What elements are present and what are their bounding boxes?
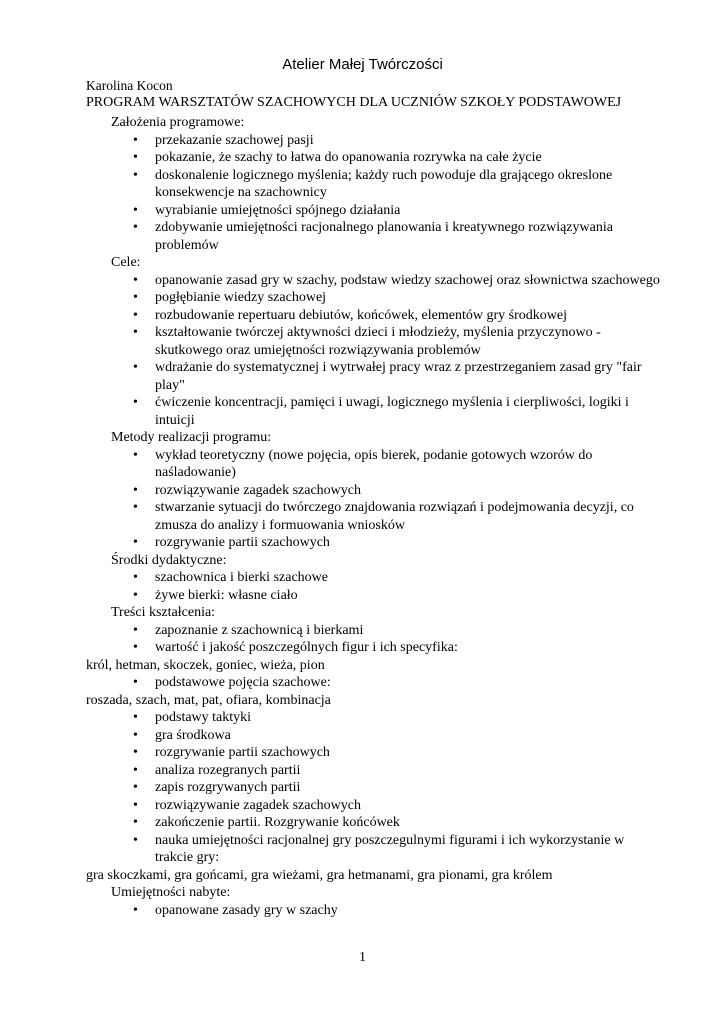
list-cele — [0, 272, 725, 430]
bullet-icon: • — [133, 710, 138, 725]
figures-line: król, hetman, skoczek, goniec, wieża, pion — [86, 657, 325, 673]
list-item-text: rozwiązywanie zagadek szachowych — [155, 797, 362, 813]
document-body — [0, 114, 725, 919]
list-item — [0, 727, 725, 745]
list-item — [0, 709, 725, 727]
list-item-text: wartość i jakość poszczególnych figur i ich specyfika: — [155, 640, 458, 655]
list-item — [0, 902, 725, 920]
bullet-icon: • — [133, 167, 138, 183]
list-metody — [0, 447, 725, 552]
section-label-tresci: Treści kształcenia: — [111, 605, 216, 620]
bullet-icon: • — [133, 290, 138, 305]
list-item-text: gra środkowa — [155, 727, 231, 743]
list-umiejetnosci — [0, 902, 725, 920]
list-zalozenia — [0, 132, 725, 255]
bullet-icon: • — [133, 535, 138, 550]
bullet-icon: • — [133, 815, 138, 830]
bullet-icon: • — [133, 360, 138, 375]
list-item — [0, 744, 725, 762]
piece-play-line: gra skoczkami, gra gońcami, gra wieżami, gra hetmanami, gra pionami, gra królem — [86, 867, 553, 883]
bullet-icon: • — [133, 727, 138, 743]
list-item-text: wyrabianie umiejętności spójnego działania — [155, 202, 401, 218]
list-item — [0, 797, 725, 815]
list-item — [0, 499, 725, 534]
bullet-icon: • — [133, 587, 138, 603]
section-label-zalozenia: Założenia programowe: — [111, 115, 245, 130]
bullet-icon: • — [133, 570, 138, 585]
section-label-metody: Metody realizacji programu: — [111, 430, 272, 445]
bullet-icon: • — [133, 447, 138, 463]
list-item — [0, 832, 725, 867]
list-item — [0, 482, 725, 500]
list-item — [0, 639, 725, 657]
list-srodki — [0, 569, 725, 604]
list-item — [0, 762, 725, 780]
list-item-text: rozbudowanie repertuaru debiutów, końcówek, elementów gry środkowej — [155, 307, 567, 323]
list-item-text: doskonalenie logicznego myślenia; każdy ruch powoduje dla grającego okreslone konsekwencje na szachownicy — [155, 167, 613, 200]
bullet-icon: • — [133, 325, 138, 340]
list-item-text: rozgrywanie partii szachowych — [155, 745, 330, 760]
bullet-icon: • — [133, 622, 138, 638]
list-item-text: podstawy taktyki — [155, 710, 252, 725]
bullet-icon: • — [133, 202, 138, 218]
list-item — [0, 779, 725, 797]
section-label-srodki: Środki dydaktyczne: — [111, 552, 227, 568]
list-item — [0, 447, 725, 482]
list-item — [0, 132, 725, 150]
author-name: Karolina Kocon — [86, 78, 173, 93]
page-number: 1 — [359, 950, 366, 965]
list-item-text: wdrażanie do systematycznej i wytrwałej pracy wraz z przestrzeganiem zasad gry "fair play" — [155, 360, 642, 393]
list-tresci-2 — [0, 674, 725, 692]
program-title: PROGRAM WARSZTATÓW SZACHOWYCH DLA UCZNIÓW SZKOŁY PODSTAWOWEJ — [86, 95, 622, 110]
list-item-text: kształtowanie twórczej aktywności dzieci i młodzieży, myślenia przyczynowo - skutkowego oraz umiejętności rozwiązywania problemów — [155, 325, 601, 358]
list-item-text: zakończenie partii. Rozgrywanie końcówek — [155, 815, 400, 830]
list-item — [0, 359, 725, 394]
list-tresci-1 — [0, 622, 725, 657]
bullet-icon: • — [133, 272, 138, 288]
list-item-text: zdobywanie umiejętności racjonalnego planowania i kreatywnego rozwiązywania problemów — [155, 220, 613, 253]
list-item — [0, 307, 725, 325]
bullet-icon: • — [133, 395, 138, 410]
list-item-text: wykład teoretyczny (nowe pojęcia, opis bierek, podanie gotowych wzorów do naśladowanie) — [155, 447, 593, 480]
list-item — [0, 622, 725, 640]
bullet-icon: • — [133, 220, 138, 235]
bullet-icon: • — [133, 640, 138, 655]
list-item-text: nauka umiejętności racjonalnej gry poszczegulnymi figurami i ich wykorzystanie w trakcie gry: — [155, 832, 625, 865]
list-item-text: zapoznanie z szachownicą i bierkami — [155, 622, 364, 638]
list-item-text: pokazanie, że szachy to łatwa do opanowania rozrywka na całe życie — [155, 150, 542, 165]
bullet-icon: • — [133, 832, 138, 848]
bullet-icon: • — [133, 797, 138, 813]
list-item-text: analiza rozegranych partii — [155, 762, 301, 778]
bullet-icon: • — [133, 150, 138, 165]
bullet-icon: • — [133, 675, 138, 690]
list-item-text: żywe bierki: własne ciało — [155, 587, 298, 603]
list-item-text: opanowane zasady gry w szachy — [155, 902, 338, 918]
list-item-text: stwarzanie sytuacji do twórczego znajdowania rozwiązań i podejmowania decyzji, co zmusza do analizy i formuowania wniosków — [155, 500, 634, 533]
list-item-text: szachownica i bierki szachowe — [155, 570, 328, 585]
list-item-text: rozwiązywanie zagadek szachowych — [155, 482, 362, 498]
list-item — [0, 814, 725, 832]
section-label-umiejetnosci: Umiejętności nabyte: — [111, 885, 231, 900]
bullet-icon: • — [133, 132, 138, 148]
page-header-title: Atelier Małej Twórczości — [282, 56, 443, 73]
list-item — [0, 272, 725, 290]
bullet-icon: • — [133, 780, 138, 795]
list-item — [0, 569, 725, 587]
section-label-cele: Cele: — [111, 255, 141, 270]
list-item-text: przekazanie szachowej pasji — [155, 132, 314, 148]
bullet-icon: • — [133, 745, 138, 760]
list-item — [0, 202, 725, 220]
bullet-icon: • — [133, 500, 138, 515]
list-item — [0, 149, 725, 167]
list-item — [0, 324, 725, 359]
list-item-text: podstawowe pojęcia szachowe: — [155, 675, 331, 690]
list-item — [0, 289, 725, 307]
list-item — [0, 587, 725, 605]
list-item-text: rozgrywanie partii szachowych — [155, 535, 330, 550]
list-item — [0, 167, 725, 202]
list-tresci-3 — [0, 709, 725, 867]
list-item-text: opanowanie zasad gry w szachy, podstaw wiedzy szachowej oraz słownictwa szachowego — [155, 272, 660, 288]
bullet-icon: • — [133, 482, 138, 498]
list-item-text: zapis rozgrywanych partii — [155, 780, 301, 795]
list-item — [0, 219, 725, 254]
list-item — [0, 674, 725, 692]
list-item-text: ćwiczenie koncentracji, pamięci i uwagi, logicznego myślenia i cierpliwości, logiki i intuicji — [155, 395, 629, 428]
list-item — [0, 534, 725, 552]
concepts-line: roszada, szach, mat, pat, ofiara, kombinacja — [86, 692, 331, 708]
list-item-text: pogłębianie wiedzy szachowej — [155, 290, 327, 305]
bullet-icon: • — [133, 762, 138, 778]
list-item — [0, 394, 725, 429]
bullet-icon: • — [133, 902, 138, 918]
bullet-icon: • — [133, 307, 138, 323]
